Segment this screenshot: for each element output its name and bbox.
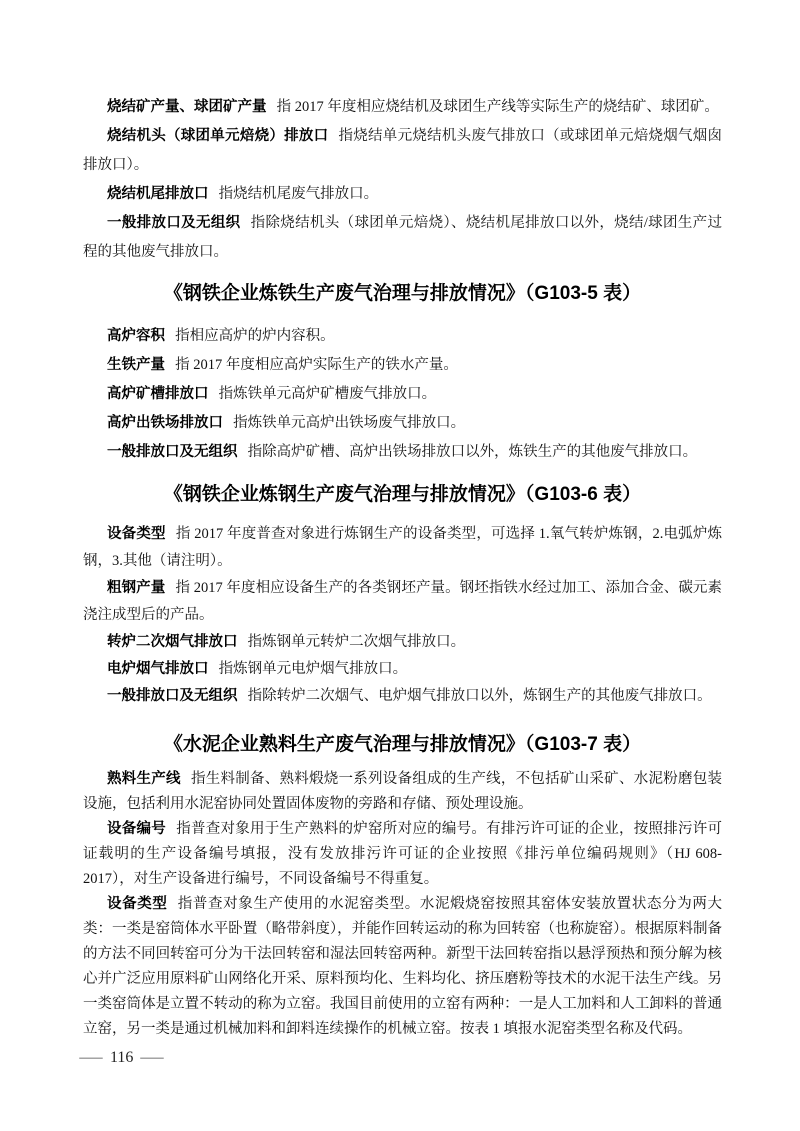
section-heading-g103-7: 《水泥企业熟料生产废气治理与排放情况》（G103-7 表） [163,734,642,755]
definition-paragraph [83,93,722,122]
definition-text: 指炼铁单元高炉出铁场废气排放口。 [233,415,466,431]
definition-text: 指炼铁单元高炉矿槽废气排放口。 [218,386,437,402]
section-heading-g103-6: 《钢铁企业炼钢生产废气治理与排放情况》（G103-6 表） [163,484,642,505]
definition-term: 电炉烟气排放口 [107,661,209,677]
definition-paragraph [83,892,722,1042]
definition-paragraph [83,380,722,409]
definition-term: 高炉出铁场排放口 [107,415,223,431]
definition-term: 高炉矿槽排放口 [107,386,209,402]
definition-paragraph [83,438,722,467]
definition-term: 烧结机尾排放口 [107,186,209,202]
section-heading-g103-5: 《钢铁企业炼铁生产废气治理与排放情况》（G103-5 表） [163,283,642,304]
definition-term: 生铁产量 [107,357,165,373]
definition-text: 指普查对象生产使用的水泥窑类型。水泥煅烧窑按照其窑体安装放置状态分为两大类：一类是窑筒体水平卧置（略带斜度），并能作回转运动的称为回转窑（也称旋窑）。根据原料制备的方法不同回转窑可分为干法回转窑和湿法回转窑两种。新型干法回转窑指以悬浮预热和预分解为核心并广泛应用原料矿山网络化开采、原料预均化、生料均化、挤压磨粉等技术的水泥干法生产线。另一类窑筒体是立置不转动的称为立窑。我国目前使用的立窑有两种：一是人工加料和人工卸料的普通立窑，另一类是通过机械加料和卸料连续操作的机械立窑。按表 1 填报水泥窑类型名称及代码。 [83,896,723,1037]
definition-paragraph [83,521,722,575]
definition-term: 一般排放口及无组织 [107,688,238,704]
section-sintering-definitions [83,93,722,267]
definition-text: 指相应高炉的炉内容积。 [175,328,335,344]
definition-text: 指普查对象用于生产熟料的炉窑所对应的编号。有排污许可证的企业，按照排污许可证载明的生产设备编号填报，没有发放排污许可证的企业按照《排污单位编码规则》（HJ 608-2017），对生产设备进行编号，不同设备编号不得重复。 [83,821,723,887]
definition-text: 指生料制备、熟料煅烧一系列设备组成的生产线，不包括矿山采矿、水泥粉磨包装设施，包括利用水泥窑协同处置固体废物的旁路和存储、预处理设施。 [83,771,722,812]
definition-text: 指炼钢单元转炉二次烟气排放口。 [247,634,466,650]
definition-text: 指除转炉二次烟气、电炉烟气排放口以外，炼钢生产的其他废气排放口。 [247,688,712,704]
definition-term: 转炉二次烟气排放口 [107,634,238,650]
definition-term: 高炉容积 [107,328,165,344]
page-footer [79,1048,722,1068]
definition-term: 设备类型 [107,526,166,542]
definition-term: 烧结机头（球团单元焙烧）排放口 [107,128,329,144]
definition-text: 指炼钢单元电炉烟气排放口。 [218,661,408,677]
definition-text: 指烧结单元烧结机头废气排放口（或球团单元焙烧烟气烟囱排放口）。 [83,128,723,173]
definition-paragraph [83,122,722,180]
definition-text: 指除烧结机头（球团单元焙烧）、烧结机尾排放口以外，烧结/球团生产过程的其他废气排放口。 [83,215,722,260]
section-ironmaking-definitions [83,322,722,467]
definition-text: 指 2017 年度普查对象进行炼钢生产的设备类型，可选择 1.氧气转炉炼钢，2.电弧炉炼钢，3.其他（请注明）。 [83,526,723,569]
definition-term: 一般排放口及无组织 [107,444,238,460]
definition-paragraph [83,322,722,351]
definition-term: 粗钢产量 [107,580,166,596]
definition-paragraph [83,656,722,683]
definition-term: 设备类型 [107,896,168,912]
definition-text: 指 2017 年度相应高炉实际生产的铁水产量。 [175,357,458,373]
definition-paragraph [83,180,722,209]
definition-paragraph [83,575,722,629]
definition-paragraph [83,351,722,380]
definition-text: 指除高炉矿槽、高炉出铁场排放口以外，炼铁生产的其他废气排放口。 [247,444,698,460]
footer-dash-left: — [79,1049,103,1066]
definition-term: 烧结矿产量、球团矿产量 [107,99,267,115]
definition-paragraph [83,209,722,267]
section-steelmaking-definitions [83,521,722,710]
definition-paragraph [83,817,722,892]
definition-paragraph [83,767,722,817]
section-cement-definitions [83,767,722,1042]
definition-paragraph [83,683,722,710]
definition-text: 指 2017 年度相应烧结机及球团生产线等实际生产的烧结矿、球团矿。 [276,99,719,115]
page-number: 116 [110,1049,134,1066]
definition-text: 指 2017 年度相应设备生产的各类钢坯产量。钢坯指铁水经过加工、添加合金、碳元素浇注成型后的产品。 [83,580,722,623]
definition-paragraph [83,409,722,438]
definition-text: 指烧结机尾废气排放口。 [218,186,379,202]
definition-term: 一般排放口及无组织 [107,215,241,231]
footer-dash-right: — [140,1049,165,1066]
definition-paragraph [83,629,722,656]
definition-term: 设备编号 [107,821,167,837]
definition-term: 熟料生产线 [107,771,181,787]
